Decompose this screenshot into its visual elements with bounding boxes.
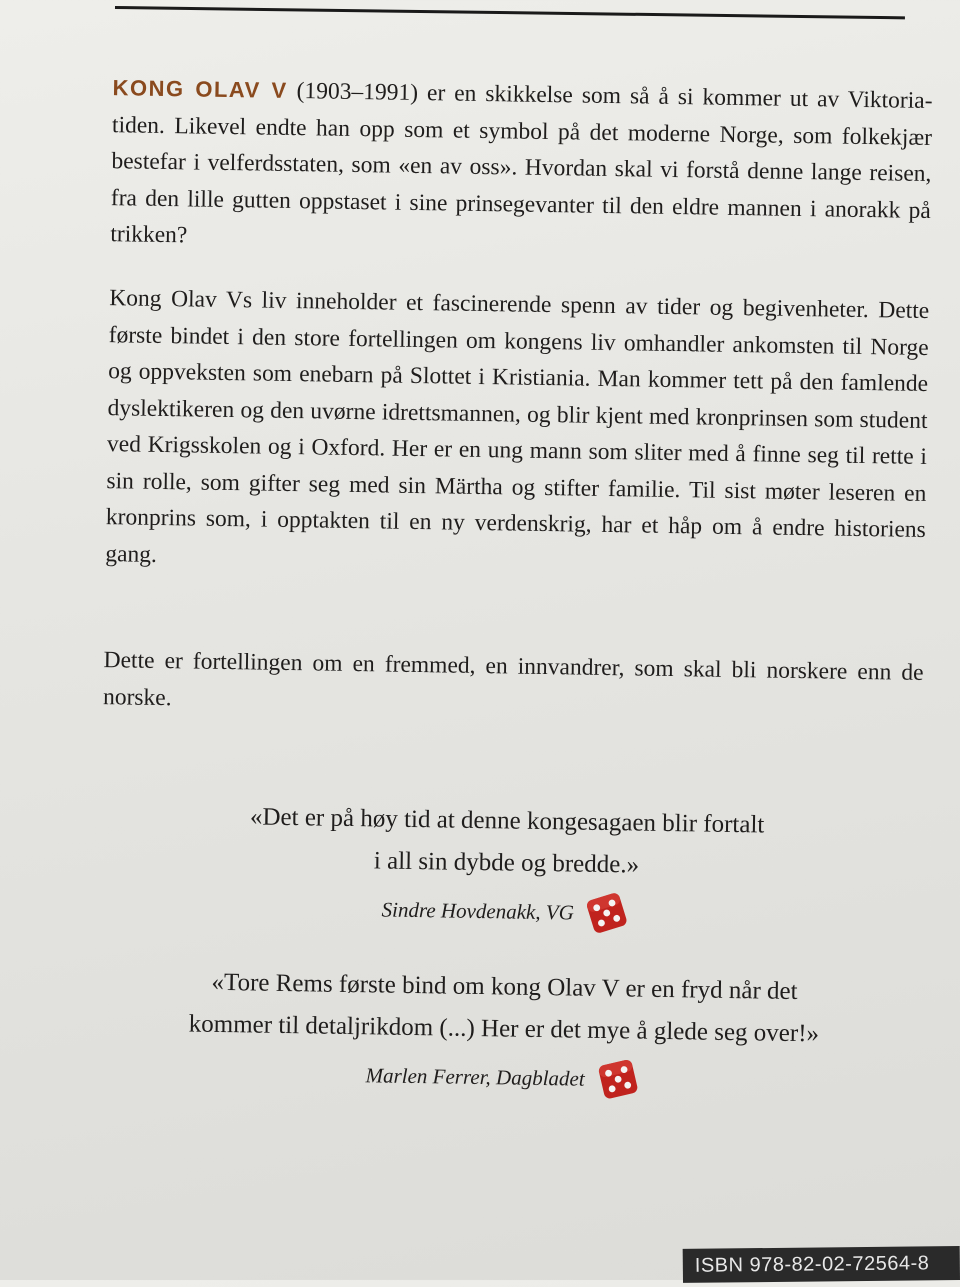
review-quote-line-1: «Det er på høy tid at denne kongesagaen blir fortalt (249, 803, 765, 839)
dice-five-icon (594, 1056, 641, 1103)
dice-five-icon (583, 890, 630, 937)
review-quote-text (94, 960, 915, 1057)
body-paragraph-2: Kong Olav Vs liv inneholder et fascinerende spenn av tider og begivenheter. Dette første bindet i den store fortellingen om kongens liv omhandler ankomsten til Norge og oppveksten som enebarn på Slottet i Kristiania. Man kommer tett på den famlende dyslektikeren og den uvørne idrettsmannen, og blir kjent med kronprinsen som student ved Krigsskolen og i Oxford. Her er en ung mann som sliter med å finne seg til rette i sin rolle, som gifter seg med sin Märtha og stifter familie. Til sist møter leseren en kronprins som, i opptakten til en ny verdenskrig, har et håp om å endre historiens gang. (105, 285, 930, 568)
intro-paragraph (110, 70, 933, 265)
isbn-label: ISBN 978-82-02-72564-8 (683, 1246, 960, 1283)
review-quote-text (96, 794, 917, 891)
review-quote-2 (93, 960, 915, 1107)
review-quote-1 (95, 794, 917, 941)
review-quote-line-2: kommer til detaljrikdom (...) Her er det mye å glede seg over!» (188, 1010, 820, 1048)
review-attribution-text: Sindre Hovdenakk, VG (381, 896, 575, 925)
intro-lead: KONG OLAV V (112, 75, 288, 103)
body-paragraph-3: Dette er fortellingen om en fremmed, en innvandrer, som skal bli norskere enn de norske. (102, 647, 924, 711)
review-attribution-text: Marlen Ferrer, Dagbladet (365, 1062, 585, 1091)
intro-text: (1903–1991) er en skikkelse som så å si kommer ut av Viktoria-tiden. Likevel endte han opp som et symbol på det moderne Norge, som folkekjær bestefar i velferdsstaten, som «en av oss». Hvordan skal vi forstå denne lange reisen, fra den lille gutten oppstaset i sine prinsegevanter til den eldre mannen i anorakk på trikken? (110, 77, 933, 249)
review-attribution (93, 1048, 914, 1107)
review-quote-line-2: i all sin dybde og bredde.» (373, 847, 640, 879)
review-attribution (95, 882, 916, 941)
review-quote-line-1: «Tore Rems første bind om kong Olav V er en fryd når det (211, 968, 798, 1006)
